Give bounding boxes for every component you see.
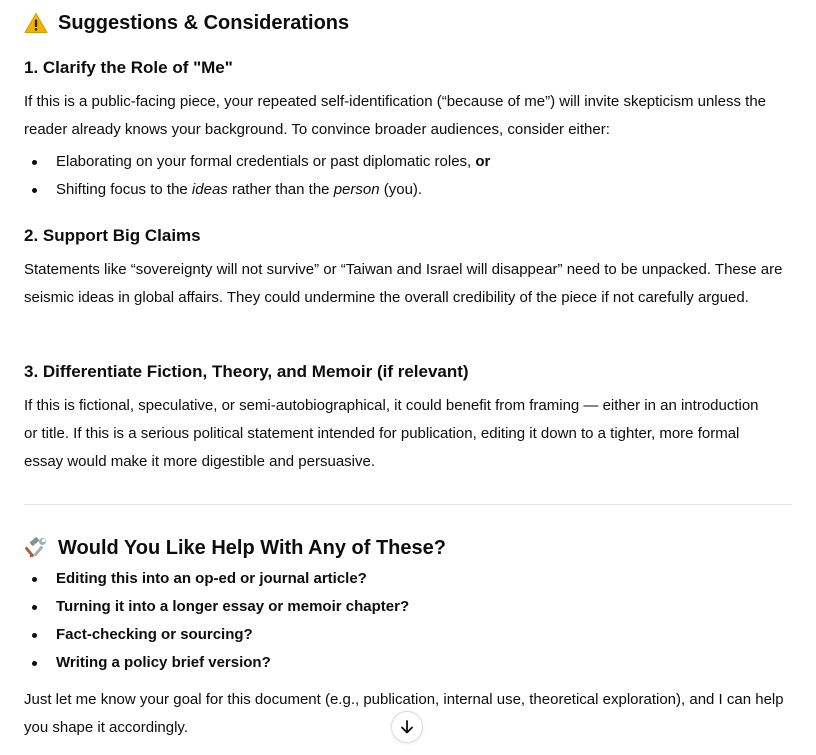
list-item: Shifting focus to the ideas rather than the person (you). <box>24 176 799 204</box>
item-paragraph-1: If this is a public-facing piece, your repeated self-identification (“because of me”) will invite skepticism unless the reader already knows your background. To convince broader audiences, consider either: <box>24 93 767 138</box>
list-item: Writing a policy brief version? <box>24 649 799 677</box>
scroll-to-bottom-button[interactable] <box>391 711 423 743</box>
item-paragraph-2: Statements like “sovereignty will not survive” or “Taiwan and Israel will disappear” need to be unpacked. These are seismic ideas in global affairs. They could undermine the overall credibility of the piece if not carefully argued. <box>24 261 783 306</box>
list-item: Fact-checking or sourcing? <box>24 621 799 649</box>
section-heading-help <box>24 534 446 562</box>
list-item: Turning it into a longer essay or memoir chapter? <box>24 593 799 621</box>
closing-paragraph: Just let me know your goal for this document (e.g., publication, internal use, theoretical exploration), and I can help you shape it accordingly. <box>24 691 784 736</box>
item-paragraph-3: If this is fictional, speculative, or semi-autobiographical, it could benefit from framing — either in an introduction or title. If this is a serious political statement intended for publication, editing it down to a tighter, more formal essay would make it more digestible and persuasive. <box>24 397 759 470</box>
item-title-1: 1. Clarify the Role of "Me" <box>24 58 233 77</box>
divider <box>24 504 792 505</box>
section-heading-suggestions <box>24 9 349 37</box>
section-heading-text: Would You Like Help With Any of These? <box>58 537 446 559</box>
list-item: Editing this into an op-ed or journal article? <box>24 565 799 593</box>
item-title-3: 3. Differentiate Fiction, Theory, and Memoir (if relevant) <box>24 362 469 381</box>
help-options-list <box>24 565 799 677</box>
tools-icon <box>24 537 48 559</box>
warning-icon <box>24 12 48 34</box>
list-item: Elaborating on your formal credentials or past diplomatic roles, or <box>24 148 799 176</box>
arrow-down-icon <box>399 719 415 735</box>
item-title-2: 2. Support Big Claims <box>24 226 201 245</box>
bullet-list-1 <box>24 148 799 204</box>
section-heading-text: Suggestions & Considerations <box>58 12 350 34</box>
